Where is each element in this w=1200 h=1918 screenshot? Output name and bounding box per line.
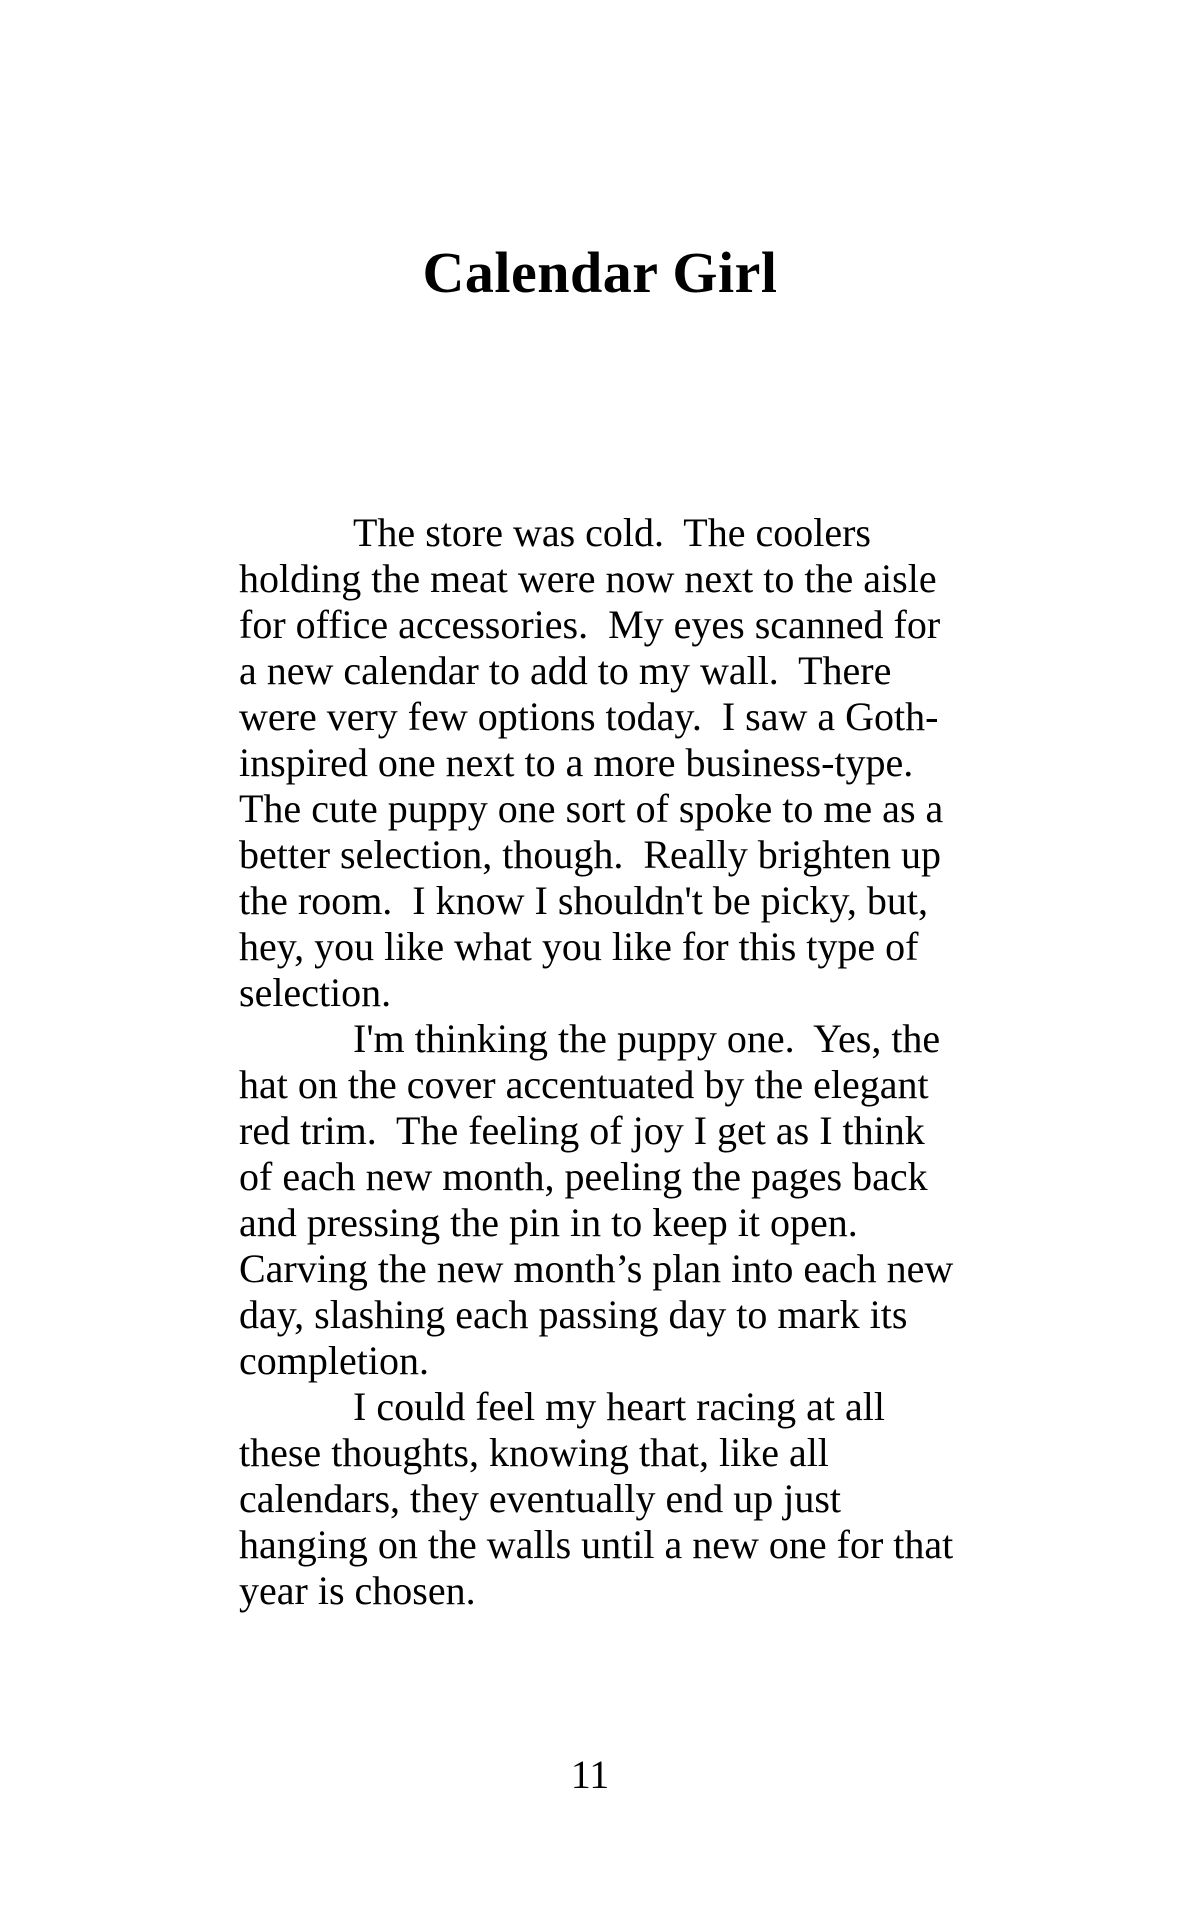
text-line: inspired one next to a more business-type.: [239, 740, 914, 785]
text-line: Carving the new month’s plan into each new: [239, 1246, 954, 1291]
text-line: year is chosen.: [239, 1568, 476, 1613]
text-line: I could feel my heart racing at all: [353, 1384, 885, 1429]
text-line: were very few options today. I saw a Goth-: [239, 694, 939, 739]
text-line: these thoughts, knowing that, like all: [239, 1430, 829, 1475]
text-line: holding the meat were now next to the aisle: [239, 556, 937, 601]
text-line: red trim. The feeling of joy I get as I think: [239, 1108, 925, 1153]
text-line: and pressing the pin in to keep it open.: [239, 1200, 858, 1245]
text-line: hat on the cover accentuated by the elegant: [239, 1062, 929, 1107]
text-line: the room. I know I shouldn't be picky, but,: [239, 878, 928, 923]
text-line: for office accessories. My eyes scanned for: [239, 602, 941, 647]
text-line: selection.: [239, 970, 392, 1015]
text-line: hey, you like what you like for this type of: [239, 924, 919, 969]
text-line: The store was cold. The coolers: [353, 510, 871, 555]
text-line: of each new month, peeling the pages back: [239, 1154, 928, 1199]
text-line: I'm thinking the puppy one. Yes, the: [353, 1016, 941, 1061]
text-line: day, slashing each passing day to mark its: [239, 1292, 908, 1337]
page-number: 11: [570, 1752, 610, 1797]
text-line: better selection, though. Really brighten up: [239, 832, 942, 877]
text-line: hanging on the walls until a new one for that: [239, 1522, 954, 1567]
text-line: calendars, they eventually end up just: [239, 1476, 842, 1521]
chapter-title: Calendar Girl: [422, 240, 778, 305]
body-text: [239, 510, 954, 1614]
text-line: completion.: [239, 1338, 429, 1383]
text-line: The cute puppy one sort of spoke to me as a: [239, 786, 944, 831]
text-line: a new calendar to add to my wall. There: [239, 648, 892, 693]
